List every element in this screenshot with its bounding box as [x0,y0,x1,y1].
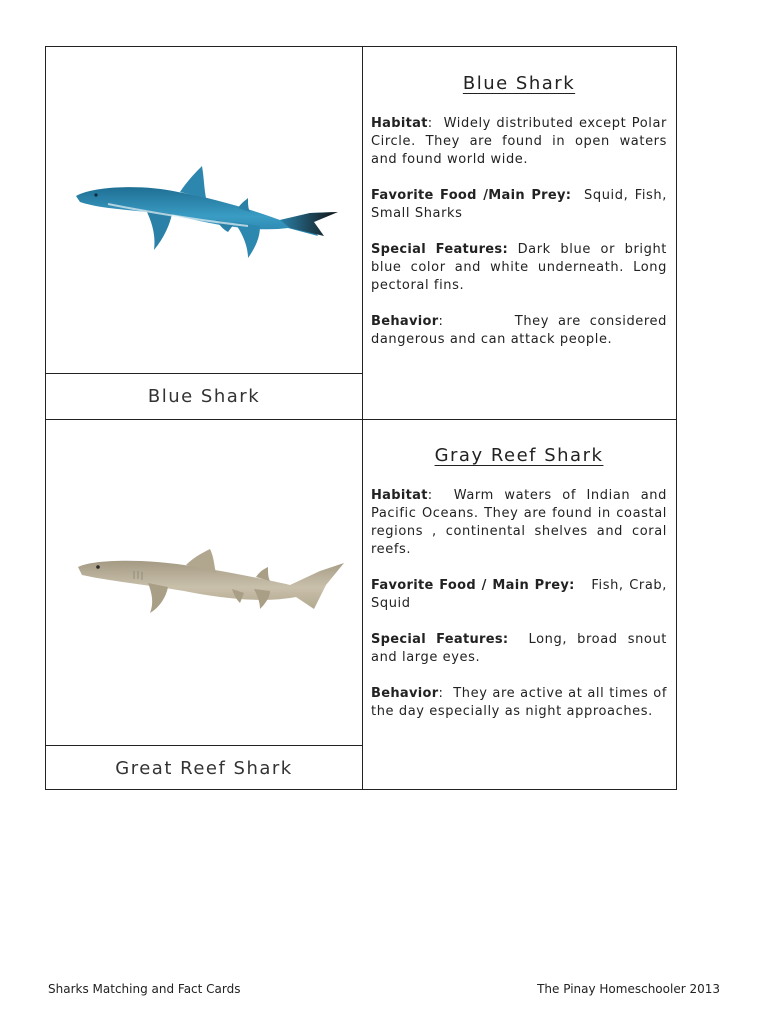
food-text-2: Fish, Crab, Squid [371,578,667,611]
behavior-text-2: They are active at all times of the day especially as night approaches. [371,686,667,719]
behavior-label-1: Behavior [371,314,439,329]
food-1 [371,187,667,223]
gray-reef-shark-image [64,513,344,653]
fact-card-1 [371,75,667,367]
blue-shark-picture-cell [46,47,362,373]
behavior-label-2: Behavior [371,686,439,701]
features-label-2: Special Features: [371,632,509,647]
fact-title-1: Blue Shark [462,73,576,94]
habitat-label-1: Habitat [371,116,428,131]
habitat-label-2: Habitat [371,488,428,503]
food-2 [371,577,667,613]
gray-shark-picture-cell [46,420,362,745]
behavior-text-1: They are considered dangerous and can attack people. [371,314,667,347]
card-grid [45,46,677,790]
features-2 [371,631,667,667]
blue-shark-image [64,140,344,280]
features-text-1: Dark blue or bright blue color and white underneath. Long pectoral fins. [371,242,668,293]
fact-title-2: Gray Reef Shark [434,445,604,466]
features-1 [371,241,667,295]
card-label-1: Blue Shark [147,386,261,407]
behavior-2: Behavior: They are active at all times of the day especially as night approaches. [371,686,667,719]
column-divider [362,47,363,789]
card-label-2: Great Reef Shark [115,758,293,779]
habitat-1: Habitat: Widely distributed except Polar Circle. They are found in open waters and found world wide. [371,116,667,167]
features-label-1: Special Features: [371,242,508,257]
footer-right: The Pinay Homeschooler 2013 [537,982,720,996]
food-label-1: Favorite Food /Main Prey: [371,188,572,203]
habitat-text-1: Widely distributed except Polar Circle. They are found in open waters and found world wide. [371,116,667,167]
habitat-2: Habitat: Warm waters of Indian and Pacific Oceans. They are found in coastal regions , continental shelves and coral reefs. [371,488,667,557]
habitat-text-2: Warm waters of Indian and Pacific Oceans. They are found in coastal regions , continental shelves and coral reefs. [371,488,667,557]
features-text-2: Long, broad snout and large eyes. [371,632,667,665]
fact-card-2 [371,447,667,739]
food-label-2: Favorite Food / Main Prey: [371,578,575,593]
footer-left: Sharks Matching and Fact Cards [48,982,241,996]
behavior-1: Behavior: They are considered dangerous and can attack people. [371,314,667,347]
food-text-1: Squid, Fish, Small Sharks [371,188,668,221]
